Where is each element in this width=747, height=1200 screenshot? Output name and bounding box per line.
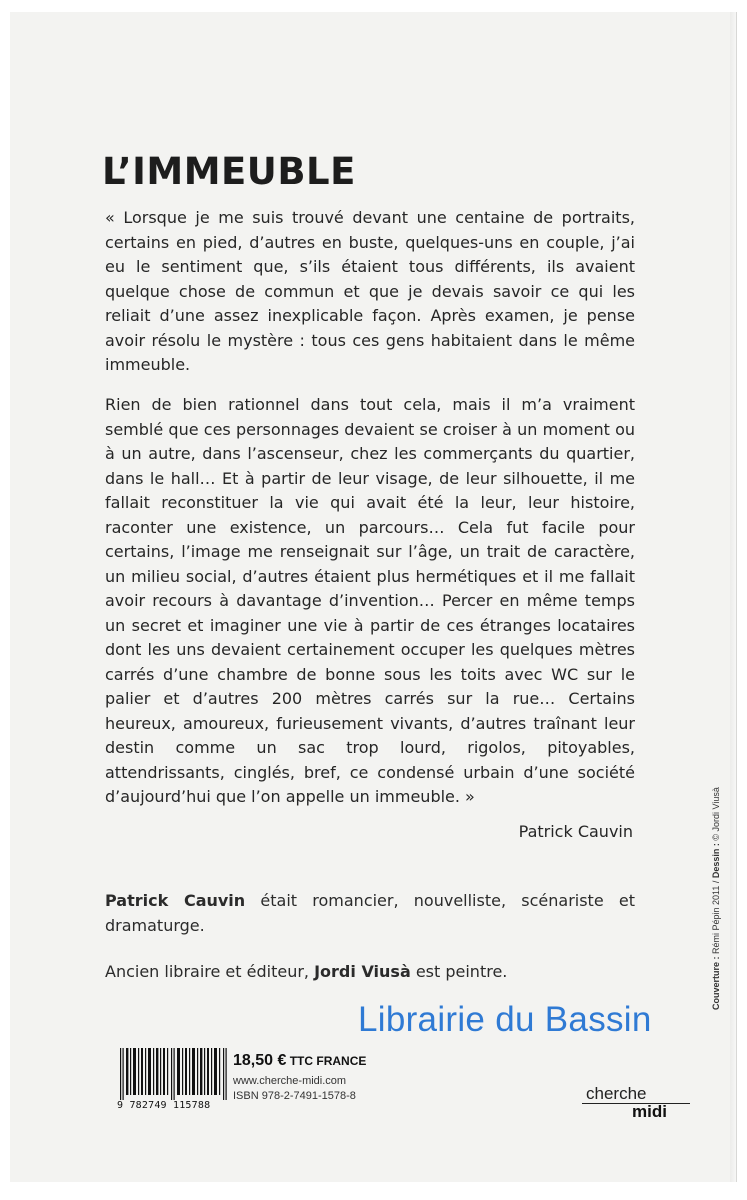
author-bio-text: était romancier, nouvelliste, scénariste et dramaturge. [105,891,636,935]
publisher-logo-top: cherche [586,1084,647,1103]
quote-paragraph-2: Rien de bien rationnel dans tout cela, mais il m’a vraiment semblé que ces personnages devaient se croiser à un moment ou à un autre, dans l’ascenseur, chez les commerçants du quartier, dans le hall… Et à partir de leur visage, de leur silhouette, il me fallait reconstituer la vie qui avait été la leur, leur histoire, raconter une existence, un parcours… Cela fut facile pour certains, l’image me renseignait sur l’âge, un trait de caractère, un milieu social, d’autres étaient plus hermétiques et il me fallait avoir recours à davantage d’invention… Percer en même temps un secret et imaginer une vie à partir de ces étranges locataires dont les uns devaient certainement occuper les quelques mètres carrés d’une chambre de bonne sous les toits avec WC sur le palier et d’autres 200 mètres carrés sur la rue… Certains heureux, amoureux, furieusement vivants, d’autres traînant leur destin comme un sac trop lourd, rigolos, pitoyables, attendrissants, cinglés, bref, ce condensé urbain d’une société d’aujourd’hui que l’on appelle un immeuble. » [105,395,635,806]
bookstore-watermark: Librairie du Bassin [358,1000,652,1039]
price-suffix: TTC FRANCE [286,1054,367,1068]
illustrator-bio-prefix: Ancien libraire et éditeur, [105,962,315,981]
credits-cover-label: Couverture : [711,956,721,1010]
illustrator-bio-name: Jordi Viusà [314,962,411,981]
publisher-logo [582,1084,692,1130]
credits-drawing-label: Dessin : [711,843,721,879]
credits-drawing-value: © Jordi Viusà [711,787,721,844]
publisher-logo-bottom: midi [632,1102,667,1121]
quote-signature: Patrick Cauvin [518,822,633,841]
price [233,1052,366,1070]
barcode-digits: 9 782749 115788 [117,1100,211,1111]
book-title: L’IMMEUBLE [102,150,356,193]
cover-credits [711,787,721,1010]
isbn: ISBN 978-2-7491-1578-8 [233,1090,356,1102]
price-value: 18,50 € [233,1052,287,1069]
barcode [117,1048,230,1112]
quote-paragraph-1: « Lorsque je me suis trouvé devant une centaine de portraits, certains en pied, d’autres en buste, quelques-uns en couple, j’ai eu le sentiment que, s’ils étaient tous différents, ils avaient quelque chose de commun et que je devais savoir ce qui les reliait d’une assez inexplicable façon. Après examen, je pense avoir résolu le mystère : tous ces gens habitaient dans le même immeuble. [105,208,635,374]
illustrator-bio-suffix: est peintre. [410,962,508,981]
author-bio-name: Patrick Cauvin [105,891,246,910]
publisher-website: www.cherche-midi.com [233,1075,347,1087]
author-bio [105,889,635,938]
credits-cover-value: Rémi Pépin 2011 / [711,878,721,957]
barcode-icon [117,1048,230,1100]
cover-edge [730,12,736,1182]
illustrator-bio [105,960,635,985]
